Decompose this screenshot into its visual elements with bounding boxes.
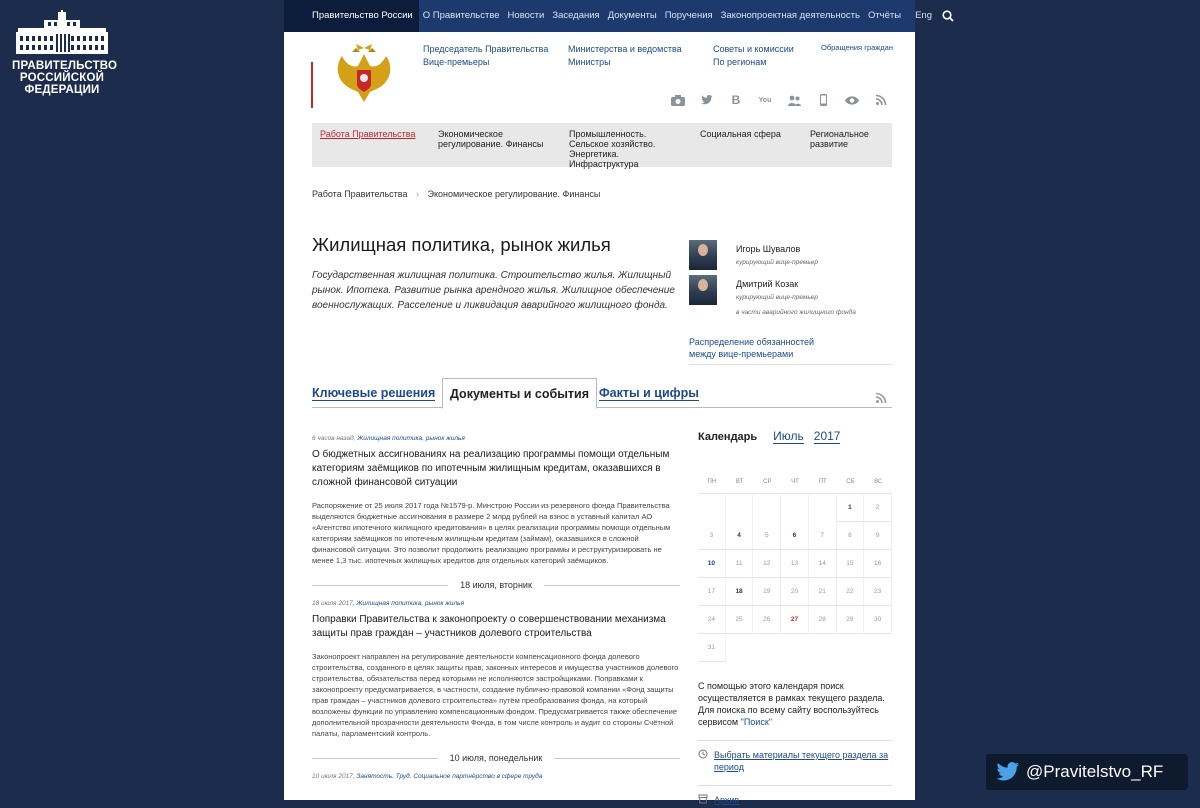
news-time: 10 июля 2017, — [312, 773, 357, 780]
page-title: Жилищная политика, рынок жилья — [312, 234, 611, 255]
eye-icon[interactable] — [844, 93, 860, 107]
calendar-day: 21 — [809, 578, 837, 606]
day-label: 18 июля, вторник — [460, 580, 532, 590]
news-tag-link[interactable]: Жилищная политика, рынок жилья — [357, 435, 465, 442]
calendar-day[interactable]: 27 — [781, 606, 809, 634]
calendar-empty-cell — [781, 494, 809, 522]
calendar-day[interactable]: 18 — [726, 578, 754, 606]
curator-name: Игорь Шувалов — [736, 244, 801, 254]
calendar-day: 30 — [864, 606, 892, 634]
calendar-day: 25 — [726, 606, 754, 634]
calendar-day: 22 — [837, 578, 865, 606]
calendar-day: 2 — [864, 494, 892, 522]
link-chairman[interactable]: Председатель Правительства — [423, 44, 549, 54]
avatar — [689, 275, 717, 305]
news-time: 6 часов назад, — [312, 435, 358, 442]
calendar-day: 26 — [753, 606, 781, 634]
youtube-icon[interactable]: You — [758, 96, 772, 104]
link-vice-premiers[interactable]: Вице-премьеры — [423, 57, 490, 67]
calendar-weekday: СР — [753, 470, 781, 494]
news-time: 18 июля 2017, — [312, 600, 357, 607]
calendar-day: 9 — [864, 522, 892, 550]
news-meta — [312, 600, 680, 607]
link-ministries[interactable]: Министерства и ведомства — [568, 44, 682, 54]
nav-legislation[interactable]: Законопроектная деятельность — [720, 10, 860, 21]
calendar — [698, 429, 892, 806]
subnav-social[interactable]: Социальная сфера — [700, 129, 781, 139]
search-icon[interactable] — [942, 0, 954, 32]
calendar-day[interactable]: 10 — [698, 550, 726, 578]
calendar-label: Календарь — [698, 431, 758, 443]
day-separator — [312, 580, 680, 590]
social-links — [670, 93, 889, 107]
calendar-day: 7 — [809, 522, 837, 550]
calendar-day: 11 — [726, 550, 754, 578]
calendar-day: 24 — [698, 606, 726, 634]
select-period-label: Выбрать материалы текущего раздела за период — [714, 750, 889, 772]
calendar-day: 13 — [781, 550, 809, 578]
news-item — [312, 773, 680, 780]
avatar — [689, 240, 717, 270]
calendar-weekday: СБ — [837, 470, 865, 494]
tab-facts-figures[interactable] — [599, 378, 699, 408]
archive-link[interactable] — [698, 794, 892, 806]
calendar-day: 3 — [698, 522, 726, 550]
news-meta — [312, 773, 680, 780]
calendar-day: 16 — [864, 550, 892, 578]
content-tabs — [312, 378, 892, 408]
link-duties-distribution[interactable]: Распределение обязанностей между вице-премьерами — [689, 337, 815, 359]
breadcrumb-item[interactable]: Экономическое регулирование. Финансы — [427, 189, 601, 199]
site-header — [284, 32, 915, 120]
brand-line: ПРАВИТЕЛЬСТВО — [12, 60, 118, 72]
calendar-grid — [698, 470, 892, 662]
breadcrumb-item[interactable]: Работа Правительства — [312, 189, 408, 199]
calendar-day[interactable]: 6 — [781, 522, 809, 550]
nav-documents[interactable]: Документы — [607, 10, 657, 21]
divider — [698, 740, 892, 741]
twitter-bird-icon — [996, 762, 1020, 782]
tab-label: Факты и цифры — [599, 386, 699, 400]
calendar-day[interactable]: 4 — [726, 522, 754, 550]
news-item — [312, 435, 680, 566]
twitter-icon[interactable] — [699, 93, 715, 107]
calendar-day: 28 — [809, 606, 837, 634]
top-navigation — [284, 0, 932, 32]
rss-icon[interactable] — [873, 93, 889, 107]
curator-card[interactable] — [689, 240, 818, 270]
link-councils[interactable]: Советы и комиссии — [713, 44, 794, 54]
divider — [689, 364, 892, 365]
archive-label: Архив — [714, 795, 740, 805]
news-meta — [312, 435, 680, 442]
calendar-weekday: ВТ — [726, 470, 754, 494]
nav-instructions[interactable]: Поручения — [664, 10, 713, 21]
news-title-link[interactable]: Поправки Правительства к законопроекту о совершенствовании механизма защиты прав граждан – участников долевого строительства — [312, 614, 666, 639]
calendar-empty-cell — [753, 494, 781, 522]
curator-name: Дмитрий Козак — [736, 279, 799, 289]
calendar-note — [698, 680, 892, 728]
government-logo[interactable] — [12, 10, 118, 96]
nav-meetings[interactable]: Заседания — [552, 10, 600, 21]
curator-card[interactable] — [689, 275, 856, 316]
page — [284, 0, 932, 805]
calendar-empty-cell — [698, 494, 726, 522]
calendar-month-select[interactable]: Июль — [773, 429, 804, 443]
brand-line: ФЕДЕРАЦИИ — [24, 84, 100, 96]
news-title-link[interactable]: О бюджетных ассигнованиях на реализацию программы помощи отдельным категориям заёмщиков по ипотечным жилищным кредитам, оказавшихся в сложной финансовой ситуации — [312, 449, 670, 488]
twitter-badge[interactable] — [986, 754, 1188, 790]
calendar-day: 17 — [698, 578, 726, 606]
mobile-icon[interactable] — [815, 93, 831, 107]
coat-of-arms-icon[interactable] — [334, 42, 394, 113]
curator-role: курирующий вице-премьер — [736, 294, 818, 301]
vk-icon[interactable]: В — [731, 93, 741, 107]
tab-documents-events[interactable] — [442, 378, 597, 409]
curator-role: курирующий вице-премьер — [736, 259, 818, 266]
calendar-header — [698, 429, 892, 444]
nav-government-russia[interactable]: Правительство России — [284, 0, 419, 32]
search-service-link[interactable]: "Поиск" — [740, 717, 772, 727]
tab-label: Ключевые решения — [312, 386, 436, 400]
calendar-day: 23 — [864, 578, 892, 606]
link-ministers[interactable]: Министры — [568, 57, 611, 67]
nav-news[interactable]: Новости — [507, 10, 545, 21]
calendar-empty-cell — [809, 494, 837, 522]
section-navigation — [312, 123, 892, 167]
history-icon — [698, 749, 708, 763]
divider — [698, 785, 892, 786]
calendar-day: 31 — [698, 634, 726, 662]
section-description: Государственная жилищная политика. Строительство жилья. Жилищный рынок. Ипотека. Развитие рынка арендного жилья. Жилищное обеспечение военнослужащих. Расселение и ликвидация аварийного жилищного фонда. — [312, 270, 675, 311]
subnav-industry[interactable]: Промышленность. Сельское хозяйство. Энергетика. Инфраструктура — [569, 129, 656, 169]
twitter-handle: @Pravitelstvo_RF — [1026, 762, 1164, 781]
calendar-day: 29 — [837, 606, 865, 634]
calendar-year-select[interactable]: 2017 — [813, 429, 841, 443]
news-tag-link[interactable]: Занятость. Труд. Социальное партнёрство в сфере труда — [356, 773, 543, 780]
rss-icon[interactable] — [876, 390, 886, 408]
news-feed — [312, 435, 680, 780]
calendar-day: 5 — [753, 522, 781, 550]
calendar-weekday: ПН — [698, 470, 726, 494]
breadcrumb — [312, 189, 600, 199]
calendar-day[interactable]: 1 — [837, 494, 865, 522]
calendar-weekday: ВС — [864, 470, 892, 494]
calendar-day: 20 — [781, 578, 809, 606]
calendar-day: 19 — [753, 578, 781, 606]
curator-scope: в части аварийного жилищного фонда — [736, 309, 856, 316]
subnav-economic-regulation[interactable]: Экономическое регулирование. Финансы — [438, 129, 544, 149]
day-label: 10 июля, понедельник — [449, 753, 543, 763]
subnav-regional[interactable]: Региональное развитие — [810, 129, 869, 149]
red-accent-bar — [311, 62, 313, 108]
chevron-right-icon: › — [415, 189, 419, 199]
news-body: Законопроект направлен на регулирование деятельности компенсационного фонда долевого строительства, созданного в целях защиты прав, законных интересов и имущества участников долевого строительства, обязательства перед которыми не исполняются застройщиками. Поправками к законопроекту предусматривается, в частности, создание публично-правовой компании «Фонд защиты прав граждан – участников долевого строительства» путём преобразования фонда, на который возложены функции по управлению компенсационным фондом. Предусматривается также обеспечение дополнительной прозрачности деятельности Фонда, в том числе контроль и аудит со стороны Счётной палаты, парламентский контроль. — [312, 652, 679, 738]
camera-icon[interactable] — [670, 93, 686, 107]
calendar-day: 12 — [753, 550, 781, 578]
calendar-weekday: ЧТ — [781, 470, 809, 494]
link-regions[interactable]: По регионам — [713, 57, 767, 67]
calendar-day: 8 — [837, 522, 865, 550]
calendar-day: 14 — [809, 550, 837, 578]
people-icon[interactable] — [786, 93, 802, 107]
calendar-weekday: ПТ — [809, 470, 837, 494]
nav-reports[interactable]: Отчёты — [867, 10, 902, 21]
select-period-link[interactable] — [698, 749, 892, 773]
calendar-day: 15 — [837, 550, 865, 578]
tab-label: Документы и события — [450, 387, 589, 401]
news-tag-link[interactable]: Жилищная политика, рынок жилья — [356, 600, 465, 607]
day-separator — [312, 753, 680, 763]
calendar-note-text: С помощью этого календаря поиск осуществляется в рамках текущего раздела. Для поиска по всему сайту воспользуйтесь сервисом — [698, 681, 885, 727]
nav-about[interactable]: О Правительстве — [422, 10, 500, 21]
tab-key-decisions[interactable] — [312, 378, 435, 408]
calendar-empty-cell — [726, 494, 754, 522]
archive-icon — [698, 794, 708, 808]
news-item — [312, 600, 680, 739]
white-house-emblem-icon — [14, 10, 110, 56]
nav-english[interactable]: Eng — [915, 10, 932, 21]
brand-line: РОССИЙСКОЙ — [19, 72, 105, 84]
link-citizen-appeals[interactable]: Обращения граждан — [821, 43, 893, 52]
news-body: Распоряжение от 25 июля 2017 года №1579-р. Минстрою России из резервного фонда Правительства выделяются бюджетные ассигнования в размере 2 млрд рублей на взнос в уставный капитал АО «Агентство ипотечного жилищного кредитования» в целях реализации программы помощи отдельным категориям заёмщиков по ипотечным жилищным кредитам (займам), оказавшихся в сложной финансовой ситуации. Это позволит продолжить реализацию программы и реструктуризировать не менее 1,3 тыс. ипотечных жилищных кредитов для отдельных категорий заёмщиков. — [312, 501, 671, 565]
subnav-government-work[interactable]: Работа Правительства — [320, 129, 416, 139]
